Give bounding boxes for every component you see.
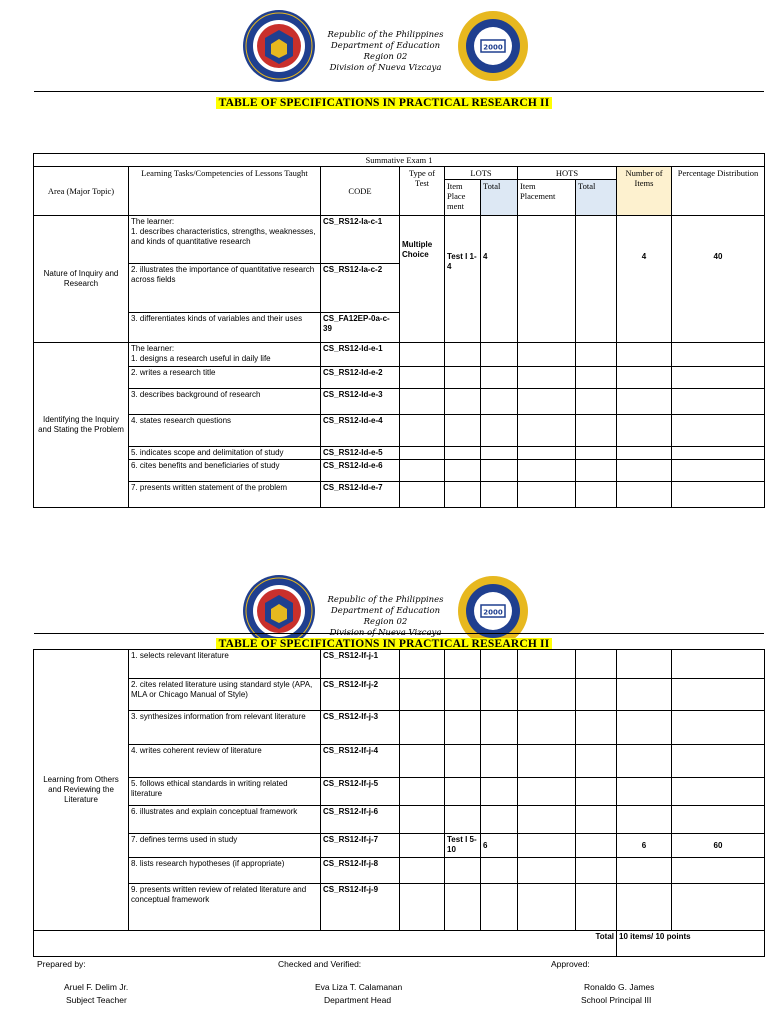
agency-block bbox=[318, 30, 453, 74]
task-cell: 7. defines terms used in study bbox=[129, 834, 321, 858]
table-row bbox=[34, 415, 765, 447]
hots-item-placement bbox=[518, 216, 576, 343]
header-lots: LOTS bbox=[445, 167, 518, 180]
table-row bbox=[34, 745, 765, 778]
code-cell: CS_RS12-If-j-1 bbox=[321, 650, 400, 679]
agency-line: Division of Nueva Vizcaya bbox=[329, 63, 442, 73]
header-lots-total: Total bbox=[481, 180, 518, 216]
area-identifying-inquiry: Identifying the Inquiry and Stating the Problem bbox=[34, 343, 129, 508]
table-row bbox=[34, 460, 765, 482]
header-hots-item: Item Placement bbox=[518, 180, 576, 216]
agency-line: Department of Education bbox=[330, 606, 441, 616]
deped-seal-logo bbox=[241, 8, 317, 84]
code-cell: CS_RS12-If-j-6 bbox=[321, 806, 400, 834]
code-cell: CS_RS12-Id-e-7 bbox=[321, 482, 400, 508]
document-title bbox=[0, 93, 768, 111]
header-lots-item: Item Place ment bbox=[445, 180, 481, 216]
header-number: Number of Items bbox=[617, 167, 672, 216]
lots-total: 4 bbox=[481, 216, 518, 343]
header-rule bbox=[34, 91, 764, 92]
approved-title: School Principal III bbox=[581, 995, 652, 1005]
table-row bbox=[34, 482, 765, 508]
agency-line: Republic of the Philippines bbox=[327, 595, 444, 605]
task-cell: 2. illustrates the importance of quantitative research across fields bbox=[129, 264, 321, 313]
header-percent: Percentage Distribution bbox=[672, 167, 765, 216]
task-cell: The learner: 1. designs a research useful in daily life bbox=[129, 343, 321, 367]
task-cell: 3. differentiates kinds of variables and their uses bbox=[129, 313, 321, 343]
table-row bbox=[34, 858, 765, 884]
header-hots: HOTS bbox=[518, 167, 617, 180]
table-row bbox=[34, 343, 765, 367]
seal-year: 2000 bbox=[483, 608, 503, 617]
table-row bbox=[34, 884, 765, 931]
total-label: Total bbox=[34, 931, 617, 957]
lots-total: 6 bbox=[481, 834, 518, 858]
header-area: Area (Major Topic) bbox=[34, 167, 129, 216]
table-row bbox=[34, 447, 765, 460]
code-cell: CS_RS12-If-j-2 bbox=[321, 679, 400, 711]
code-cell: CS_RS12-Id-e-4 bbox=[321, 415, 400, 447]
task-cell: 6. illustrates and explain conceptual framework bbox=[129, 806, 321, 834]
checked-title: Department Head bbox=[324, 995, 392, 1005]
task-cell: The learner: 1. describes characteristics, strengths, weaknesses, and kinds of quantitative research bbox=[129, 216, 321, 264]
task-cell: 8. lists research hypotheses (if appropriate) bbox=[129, 858, 321, 884]
code-cell: CS_RS12-Id-e-2 bbox=[321, 367, 400, 389]
title-text: TABLE OF SPECIFICATIONS IN PRACTICAL RESEARCH II bbox=[216, 97, 553, 109]
approved-label: Approved: bbox=[551, 959, 590, 969]
header-code: CODE bbox=[321, 167, 400, 216]
specifications-table-continued bbox=[33, 649, 765, 957]
code-cell: CS_RS12-If-j-5 bbox=[321, 778, 400, 806]
table-row bbox=[34, 806, 765, 834]
code-cell: CS_RS12-Id-e-5 bbox=[321, 447, 400, 460]
code-cell: CS_RS12-Ia-c-2 bbox=[321, 264, 400, 313]
approved-name: Ronaldo G. James bbox=[584, 982, 655, 992]
code-cell: CS_RS12-If-j-3 bbox=[321, 711, 400, 745]
task-cell: 6. cites benefits and beneficiaries of study bbox=[129, 460, 321, 482]
task-cell: 2. writes a research title bbox=[129, 367, 321, 389]
task-cell: 3. synthesizes information from relevant literature bbox=[129, 711, 321, 745]
agency-line: Region 02 bbox=[363, 52, 408, 62]
total-row bbox=[34, 931, 765, 957]
task-cell: 7. presents written statement of the problem bbox=[129, 482, 321, 508]
number-of-items: 6 bbox=[617, 834, 672, 858]
code-cell: CS_RS12-Id-e-3 bbox=[321, 389, 400, 415]
task-cell: 1. selects relevant literature bbox=[129, 650, 321, 679]
task-cell: 4. writes coherent review of literature bbox=[129, 745, 321, 778]
school-seal-logo bbox=[455, 8, 531, 84]
task-cell: 5. indicates scope and delimitation of study bbox=[129, 447, 321, 460]
code-cell: CS_RS12-Id-e-6 bbox=[321, 460, 400, 482]
code-cell: CS_RS12-Ia-c-1 bbox=[321, 216, 400, 264]
hots-total bbox=[576, 216, 617, 343]
number-of-items: 4 bbox=[617, 216, 672, 343]
agency-line: Region 02 bbox=[363, 617, 408, 627]
table-row bbox=[34, 216, 765, 264]
header-hots-total: Total bbox=[576, 180, 617, 216]
page-2 bbox=[0, 565, 768, 1024]
percentage: 40 bbox=[672, 216, 765, 343]
table-row bbox=[34, 711, 765, 745]
title-text: TABLE OF SPECIFICATIONS IN PRACTICAL RESEARCH II bbox=[216, 638, 553, 650]
total-value: 10 items/ 10 points bbox=[617, 931, 765, 957]
type-of-test: Multiple Choice bbox=[400, 216, 445, 343]
exam-label: Summative Exam 1 bbox=[34, 154, 765, 167]
lots-item-placement: Test I 1-4 bbox=[445, 216, 481, 343]
area-learning-from-others: Learning from Others and Reviewing the Literature bbox=[34, 650, 129, 931]
task-cell: 4. states research questions bbox=[129, 415, 321, 447]
checked-name: Eva Liza T. Calamanan bbox=[315, 982, 403, 992]
table-row bbox=[34, 650, 765, 679]
checked-label: Checked and Verified: bbox=[278, 959, 362, 969]
letterhead bbox=[0, 0, 768, 88]
specifications-table bbox=[33, 153, 765, 508]
code-cell: CS_RS12-If-j-8 bbox=[321, 858, 400, 884]
prepared-title: Subject Teacher bbox=[66, 995, 127, 1005]
task-cell: 9. presents written review of related literature and conceptual framework bbox=[129, 884, 321, 931]
percentage: 60 bbox=[672, 834, 765, 858]
table-row bbox=[34, 367, 765, 389]
agency-line: Republic of the Philippines bbox=[327, 30, 444, 40]
agency-line: Department of Education bbox=[330, 41, 441, 51]
area-nature-of-inquiry: Nature of Inquiry and Research bbox=[34, 216, 129, 343]
lots-item-placement: Test I 5-10 bbox=[445, 834, 481, 858]
table-row bbox=[34, 679, 765, 711]
table-row bbox=[34, 778, 765, 806]
code-cell: CS_RS12-If-j-9 bbox=[321, 884, 400, 931]
code-cell: CS_RS12-If-j-4 bbox=[321, 745, 400, 778]
table-row bbox=[34, 389, 765, 415]
agency-line: Division of Nueva Vizcaya bbox=[329, 628, 442, 638]
code-cell: CS_RS12-Id-e-1 bbox=[321, 343, 400, 367]
code-cell: CS_RS12-If-j-7 bbox=[321, 834, 400, 858]
table-row bbox=[34, 834, 765, 858]
prepared-name: Aruel F. Delim Jr. bbox=[64, 982, 129, 992]
task-cell: 2. cites related literature using standard style (APA, MLA or Chicago Manual of Style) bbox=[129, 679, 321, 711]
code-cell: CS_FA12EP-0a-c-39 bbox=[321, 313, 400, 343]
task-cell: 5. follows ethical standards in writing related literature bbox=[129, 778, 321, 806]
task-cell: 3. describes background of research bbox=[129, 389, 321, 415]
header-tasks: Learning Tasks/Competencies of Lessons Taught bbox=[129, 167, 321, 216]
prepared-label: Prepared by: bbox=[37, 959, 86, 969]
header-type: Type of Test bbox=[400, 167, 445, 216]
seal-year: 2000 bbox=[483, 43, 503, 52]
